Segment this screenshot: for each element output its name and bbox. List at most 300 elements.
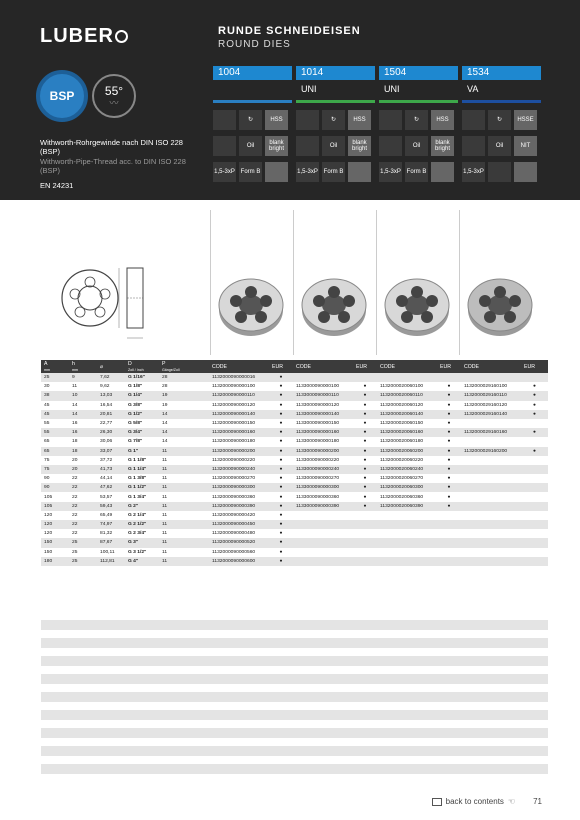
table-cell: 1132000090000520	[212, 540, 256, 546]
table-cell: 1132000020060270	[380, 476, 424, 482]
table-cell	[521, 483, 548, 492]
table-cell: G 1/2"	[128, 411, 143, 417]
table-row	[41, 401, 548, 410]
table-cell	[461, 511, 521, 520]
property-icon: Oil	[488, 136, 511, 156]
table-cell	[293, 548, 353, 557]
table-cell: 14	[72, 411, 78, 417]
table-cell: 11	[162, 540, 168, 546]
column-header-label: CODE	[212, 363, 227, 370]
back-to-contents-link[interactable]	[432, 797, 515, 806]
table-cell: 1133000090000220	[296, 457, 340, 463]
table-cell	[521, 511, 548, 520]
table-cell: 1133000090000180	[296, 439, 340, 445]
table-cell: 20	[72, 466, 78, 472]
footer	[432, 797, 542, 806]
table-cell: 1132000029160160	[464, 430, 508, 436]
round-die-image	[465, 270, 535, 340]
property-icon	[296, 110, 319, 130]
table-cell: 1133000090000140	[296, 411, 340, 417]
table-cell: 150	[44, 549, 53, 555]
table-cell	[521, 529, 548, 538]
table-row	[41, 492, 548, 501]
table-cell: ●	[363, 384, 367, 390]
table-cell: 75	[44, 466, 50, 472]
table-cell: ●	[533, 411, 536, 417]
table-cell	[437, 548, 461, 557]
die-drawing	[55, 250, 165, 350]
angle-badge: 55° 〰	[92, 74, 136, 118]
table-cell: ●	[363, 430, 367, 436]
empty-row	[41, 620, 548, 630]
table-cell: 1133000090000100	[296, 384, 340, 390]
table-cell: 1132000090000300	[212, 485, 256, 491]
table-cell: 55	[44, 430, 50, 436]
product-column-code: 1534	[462, 66, 541, 80]
table-row	[41, 373, 548, 382]
table-cell: 1132000090000180	[212, 439, 256, 445]
thread-wave-icon: 〰	[109, 97, 119, 108]
table-cell: G 1/4"	[128, 393, 143, 399]
property-icon: blank bright	[348, 136, 371, 156]
property-icon: Form B	[239, 162, 262, 182]
table-cell: G 5/8"	[128, 421, 143, 427]
table-cell: ●	[279, 531, 283, 537]
table-cell: 11	[162, 558, 168, 564]
divider	[459, 210, 460, 355]
property-icon: blank bright	[265, 136, 288, 156]
table-cell	[437, 373, 461, 382]
table-cell: ●	[279, 485, 283, 491]
table-cell: 90	[44, 485, 50, 491]
table-row	[41, 410, 548, 419]
table-cell	[461, 437, 521, 446]
table-cell	[293, 511, 353, 520]
table-cell: ●	[447, 448, 451, 454]
table-cell: ●	[363, 439, 367, 445]
table-cell: ●	[279, 375, 283, 381]
brand-logo: LUBER	[40, 25, 128, 48]
table-cell: 1132000020060120	[380, 402, 424, 408]
table-cell: ●	[279, 430, 283, 436]
table-cell: ●	[279, 411, 283, 417]
column-header-label: CODE	[296, 363, 311, 370]
table-cell: G 2 1/2"	[128, 522, 147, 528]
table-cell: G 3 1/2"	[128, 549, 147, 555]
table-cell: ●	[447, 402, 451, 408]
table-cell: ●	[363, 448, 367, 454]
table-cell: 105	[44, 494, 53, 500]
table-cell: 28	[162, 375, 168, 381]
column-header	[209, 360, 269, 373]
column-header-label: EUR	[524, 363, 535, 370]
table-cell	[377, 373, 437, 382]
property-icon-row	[296, 162, 371, 182]
table-cell: ●	[279, 503, 283, 509]
table-cell: 45	[44, 411, 50, 417]
column-header-label: CODE	[380, 363, 395, 370]
table-cell: ●	[279, 457, 283, 463]
table-row	[41, 465, 548, 474]
column-header-label: h	[72, 360, 75, 367]
property-icon-row	[296, 110, 371, 130]
table-cell	[461, 492, 521, 501]
table-cell	[377, 511, 437, 520]
column-header	[41, 360, 69, 373]
table-cell: 1132000020060360	[380, 494, 424, 500]
table-cell: ●	[447, 466, 451, 472]
table-cell: G 1"	[128, 448, 139, 454]
table-cell	[353, 548, 377, 557]
property-icon: Form B	[322, 162, 345, 182]
product-column-bar	[296, 100, 375, 103]
table-cell: 1132000029160200	[464, 448, 508, 454]
table-cell: 120	[44, 512, 53, 518]
table-cell	[353, 557, 377, 566]
table-cell	[293, 373, 353, 382]
table-cell: ●	[447, 430, 451, 436]
table-cell: 16	[72, 430, 78, 436]
table-row	[41, 548, 548, 557]
table-cell	[461, 373, 521, 382]
table-cell: 112,81	[100, 558, 115, 564]
column-header	[293, 360, 353, 373]
property-icon: HSS	[431, 110, 454, 130]
table-cell: 11	[162, 457, 168, 463]
divider	[210, 210, 211, 355]
table-cell	[437, 529, 461, 538]
table-cell: 41,73	[100, 466, 113, 472]
table-cell: G 1 3/8"	[128, 476, 147, 482]
property-icon	[514, 162, 537, 182]
product-column-sub: UNI	[384, 84, 400, 94]
column-header	[97, 360, 125, 373]
property-icon: Form B	[405, 162, 428, 182]
table-cell: 14	[162, 411, 168, 417]
property-icon	[213, 136, 236, 156]
property-icon-row	[296, 136, 371, 156]
table-cell: 1132000090000110	[212, 393, 255, 399]
table-cell: ●	[279, 549, 283, 555]
table-cell: ●	[363, 476, 367, 482]
table-cell: 1132000020060100	[380, 384, 424, 390]
page-number: 71	[533, 797, 542, 806]
table-cell: 1132000020060110	[380, 393, 423, 399]
table-cell	[353, 538, 377, 547]
table-row	[41, 419, 548, 428]
table-cell	[353, 511, 377, 520]
table-row	[41, 382, 548, 391]
table-cell: 1133000090000300	[296, 485, 340, 491]
empty-rows	[41, 620, 548, 782]
table-cell: 45	[44, 402, 50, 408]
table-row	[41, 520, 548, 529]
table-cell: ●	[533, 430, 536, 436]
page-title-de: RUNDE SCHNEIDEISEN	[218, 25, 361, 37]
table-cell: 11	[162, 549, 168, 555]
table-cell: 14	[162, 430, 168, 436]
table-cell: 1132000020060150	[380, 421, 424, 427]
table-cell: 10	[72, 393, 78, 399]
table-cell	[521, 465, 548, 474]
table-cell: 1133000090000110	[296, 393, 339, 399]
table-cell: ●	[447, 411, 451, 417]
property-icon-row	[462, 110, 537, 130]
table-row	[41, 529, 548, 538]
table-cell: 120	[44, 531, 53, 537]
logo-ring-icon	[115, 30, 128, 43]
table-cell: 22	[72, 503, 78, 509]
property-icon: blank bright	[431, 136, 454, 156]
property-icon: ↻	[488, 110, 511, 130]
table-cell: ●	[279, 558, 283, 564]
table-cell: 25	[72, 558, 78, 564]
property-icon-row	[379, 110, 454, 130]
table-cell: ●	[533, 384, 536, 390]
table-cell: 74,97	[100, 522, 113, 528]
table-cell: 1132000090000200	[212, 448, 256, 454]
column-header	[377, 360, 437, 373]
property-icon: ↻	[322, 110, 345, 130]
table-cell: 1132000090000600	[212, 558, 256, 564]
column-header	[461, 360, 521, 373]
book-icon	[432, 798, 442, 806]
table-cell: 20,81	[100, 411, 113, 417]
table-cell: ●	[279, 494, 283, 500]
table-cell: 150	[44, 540, 53, 546]
table-cell: 1133000090000150	[296, 421, 340, 427]
table-row	[41, 483, 548, 492]
table-cell: ●	[447, 485, 451, 491]
table-cell: 11	[162, 503, 168, 509]
table-cell: G 1 1/8"	[128, 457, 147, 463]
table-cell: 14	[162, 439, 168, 445]
product-table	[41, 360, 548, 566]
table-cell: 100,11	[100, 549, 115, 555]
table-cell: 1132000020060180	[380, 439, 424, 445]
table-cell	[461, 483, 521, 492]
table-cell: 1133000090000360	[296, 494, 340, 500]
property-icon	[379, 136, 402, 156]
table-cell: ●	[533, 393, 536, 399]
property-icon-row	[213, 110, 288, 130]
table-cell: 7,62	[100, 375, 110, 381]
table-cell: 1133000090000200	[296, 448, 340, 454]
table-cell: ●	[447, 439, 451, 445]
table-cell: ●	[363, 503, 367, 509]
table-cell: 1132000090000360	[212, 494, 256, 500]
empty-row	[41, 710, 548, 720]
table-cell: G 7/8"	[128, 439, 143, 445]
table-cell	[461, 538, 521, 547]
empty-row	[41, 728, 548, 738]
product-column-code: 1504	[379, 66, 458, 80]
table-cell: ●	[279, 540, 283, 546]
bsp-badge: BSP	[36, 70, 88, 122]
table-cell: 16,54	[100, 402, 113, 408]
table-cell: 16	[72, 421, 78, 427]
table-cell: 25	[72, 549, 78, 555]
table-cell: ●	[279, 384, 283, 390]
table-cell: 11	[162, 476, 168, 482]
table-cell: 180	[44, 558, 53, 564]
table-cell: 11	[162, 448, 168, 454]
property-icon: ↻	[239, 110, 262, 130]
table-cell: 1133000090000270	[296, 476, 340, 482]
table-cell	[461, 502, 521, 511]
table-cell	[461, 520, 521, 529]
back-to-contents-label: back to contents	[445, 797, 504, 806]
empty-row	[41, 656, 548, 666]
table-cell: ●	[447, 393, 451, 399]
table-cell: 37,72	[100, 457, 113, 463]
diameter-icon: ⌀	[100, 363, 104, 370]
table-cell: 1132000090000120	[212, 402, 256, 408]
property-icon: HSSE	[514, 110, 537, 130]
table-cell: 18	[72, 439, 78, 445]
table-cell: G 1 1/4"	[128, 466, 147, 472]
property-icon-row	[213, 162, 288, 182]
table-cell: 1132000020060390	[380, 503, 424, 509]
table-cell: G 3/8"	[128, 402, 143, 408]
table-cell: 1133000090000390	[296, 503, 340, 509]
product-column-sub: UNI	[301, 84, 317, 94]
column-header-label: CODE	[464, 363, 479, 370]
property-icon	[348, 162, 371, 182]
table-cell	[377, 529, 437, 538]
table-cell: 9	[72, 375, 75, 381]
property-icon: Oil	[239, 136, 262, 156]
table-cell	[521, 474, 548, 483]
product-column-code: 1004	[213, 66, 292, 80]
table-cell: 19	[162, 402, 168, 408]
table-cell: 44,14	[100, 476, 113, 482]
table-cell	[377, 557, 437, 566]
table-cell: G 2"	[128, 503, 139, 509]
column-header-label: EUR	[272, 363, 283, 370]
table-cell: 30	[44, 384, 50, 390]
table-cell: 1132000020060240	[380, 466, 424, 472]
column-header	[521, 360, 548, 373]
property-icon: Oil	[405, 136, 428, 156]
table-cell: G 3/4"	[128, 430, 143, 436]
table-cell: 22	[72, 531, 78, 537]
table-cell: 11	[162, 512, 168, 518]
table-cell: 14	[72, 402, 78, 408]
table-cell: 11	[162, 522, 168, 528]
table-cell: ●	[279, 448, 283, 454]
table-cell	[521, 419, 548, 428]
header-band	[0, 0, 580, 200]
column-header-unit: Gänge/Zoll	[162, 367, 180, 372]
table-cell: 11	[162, 485, 168, 491]
table-cell: 1132000029160100	[464, 384, 508, 390]
table-cell: 28	[162, 384, 168, 390]
property-icon	[462, 136, 485, 156]
table-cell: 22	[72, 485, 78, 491]
table-cell: 1132000090000240	[212, 466, 256, 472]
column-header	[269, 360, 293, 373]
table-cell	[437, 511, 461, 520]
table-cell: 1132000090000270	[212, 476, 256, 482]
property-icon	[296, 136, 319, 156]
page-title-en: ROUND DIES	[218, 39, 291, 50]
table-cell: 1132000090000140	[212, 411, 256, 417]
divider	[293, 210, 294, 355]
table-cell: ●	[279, 476, 283, 482]
table-cell: ●	[363, 411, 367, 417]
table-cell: 22	[72, 512, 78, 518]
property-icon	[431, 162, 454, 182]
table-cell: 1132000090000420	[212, 512, 256, 518]
column-header-label: EUR	[440, 363, 451, 370]
table-cell: 13,03	[100, 393, 113, 399]
table-cell: 25	[44, 375, 50, 381]
column-header-unit: Zoll / Inch	[128, 367, 144, 372]
table-cell: 11	[162, 494, 168, 500]
table-cell	[461, 548, 521, 557]
table-cell	[521, 456, 548, 465]
property-icon-row	[462, 162, 537, 182]
table-cell	[461, 557, 521, 566]
empty-row	[41, 638, 548, 648]
table-cell	[461, 419, 521, 428]
product-column-sub: VA	[467, 84, 479, 94]
property-icon	[462, 110, 485, 130]
table-cell: 1132000090000220	[212, 457, 256, 463]
divider	[376, 210, 377, 355]
table-cell	[437, 520, 461, 529]
table-cell: ●	[363, 402, 367, 408]
empty-row	[41, 746, 548, 756]
table-cell: 65	[44, 448, 50, 454]
table-cell: ●	[447, 384, 451, 390]
table-cell: 30,06	[100, 439, 113, 445]
property-icon: NIT	[514, 136, 537, 156]
product-column-bar	[213, 100, 292, 103]
round-die-image	[382, 270, 452, 340]
table-cell	[461, 474, 521, 483]
table-cell	[521, 520, 548, 529]
table-cell: 19	[162, 393, 168, 399]
table-cell: 1133000090000240	[296, 466, 340, 472]
table-cell: 18	[72, 448, 78, 454]
column-header	[353, 360, 377, 373]
table-cell: 11	[162, 466, 168, 472]
table-cell: 1132000020060160	[380, 430, 424, 436]
table-cell: ●	[447, 457, 451, 463]
table-cell: ●	[447, 476, 451, 482]
table-cell: 59,43	[100, 503, 113, 509]
table-cell: ●	[363, 494, 367, 500]
table-cell: 22	[72, 522, 78, 528]
property-icon-row	[379, 162, 454, 182]
table-cell: 25	[72, 540, 78, 546]
property-icon-row	[379, 136, 454, 156]
property-icon: ↻	[405, 110, 428, 130]
table-cell	[521, 437, 548, 446]
table-row	[41, 538, 548, 547]
column-header	[437, 360, 461, 373]
table-cell: 1132000090000560	[212, 549, 256, 555]
table-cell: 33,07	[100, 448, 113, 454]
table-cell: G 2 1/4"	[128, 512, 147, 518]
table-cell: 1132000090000160	[212, 430, 256, 436]
table-cell: 11	[162, 531, 168, 537]
description-de: Withworth-Rohrgewinde nach DIN ISO 228 (BSP)	[40, 138, 183, 156]
property-icon	[488, 162, 511, 182]
property-icon	[265, 162, 288, 182]
